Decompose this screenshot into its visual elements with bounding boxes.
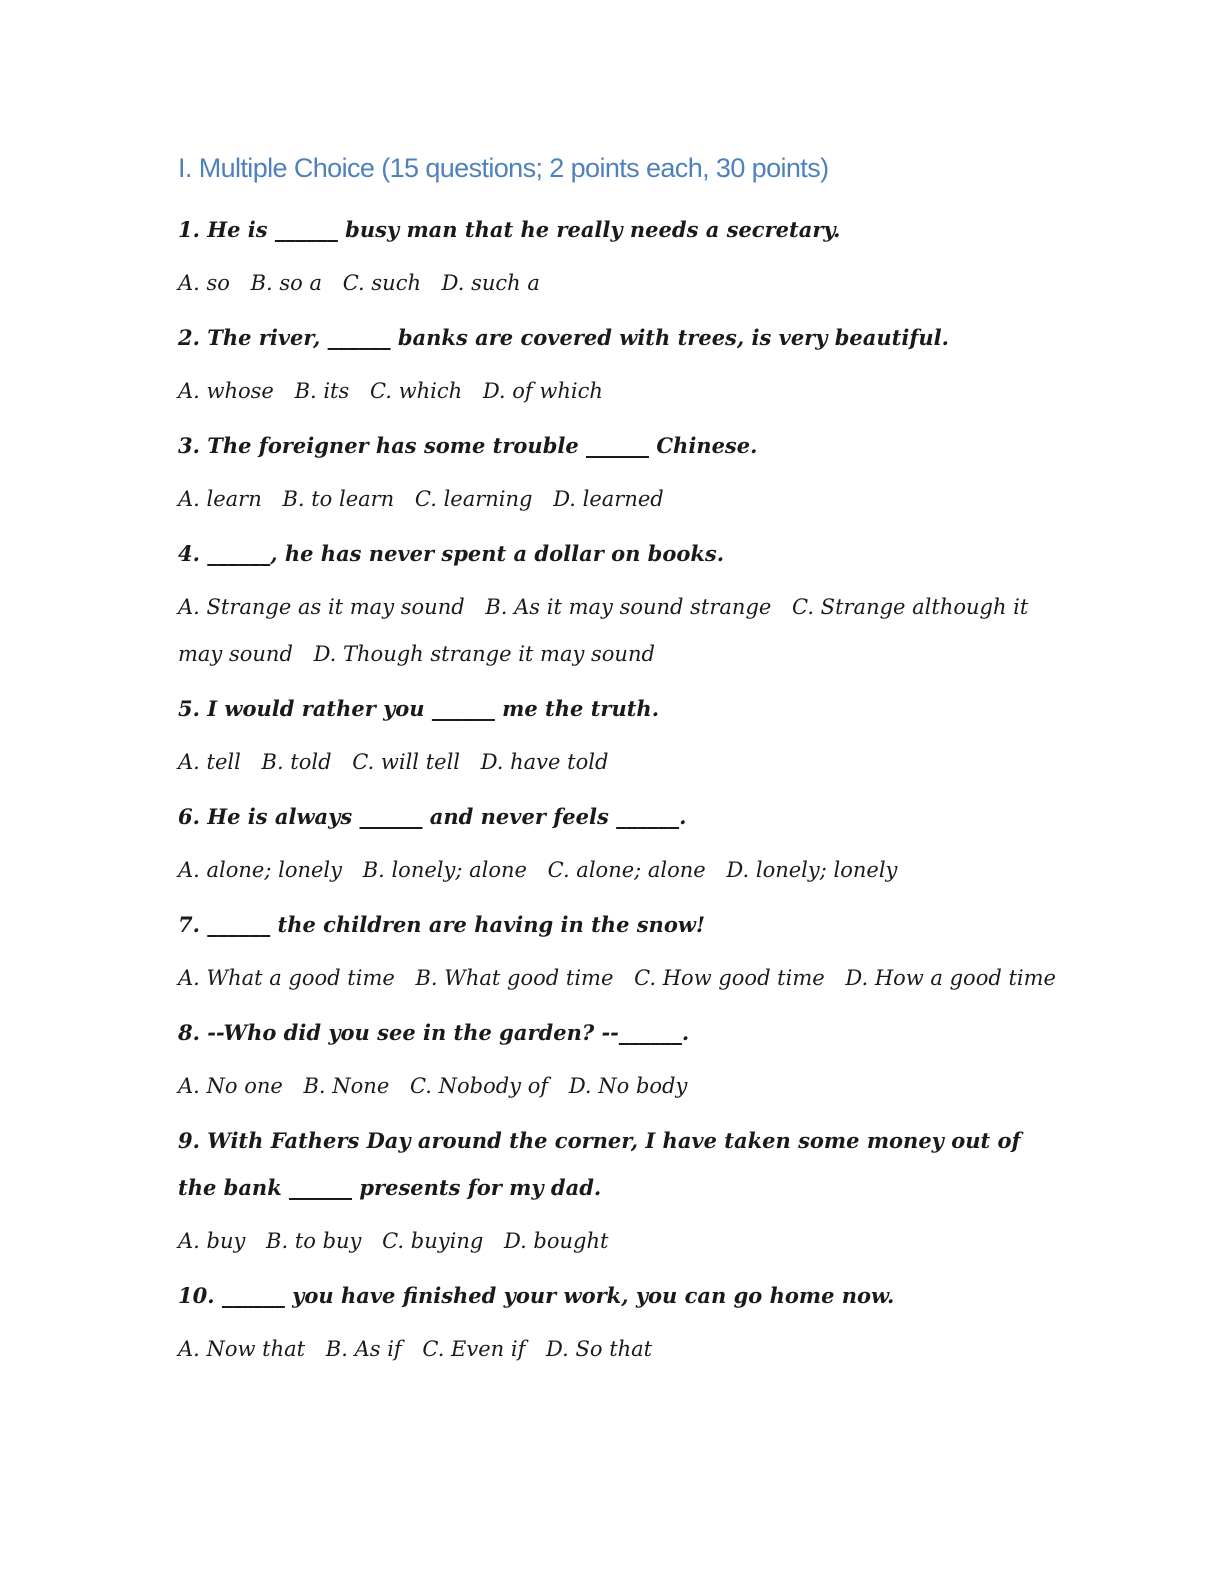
option-4b: B. As it may sound strange bbox=[485, 595, 772, 619]
option-1c: C. such bbox=[342, 271, 421, 295]
option-8b: B. None bbox=[303, 1074, 390, 1098]
question-text-9: 9. With Fathers Day around the corner, I have taken some money out of the bank ______ presents for my dad. bbox=[178, 1128, 1021, 1200]
question-text-4: 4. ______, he has never spent a dollar on books. bbox=[178, 541, 725, 566]
option-10a: A. Now that bbox=[178, 1337, 306, 1361]
option-1a: A. so bbox=[178, 271, 230, 295]
question-block-8 bbox=[178, 1009, 1058, 1110]
question-text-10: 10. ______ you have finished your work, you can go home now. bbox=[178, 1283, 895, 1308]
question-block-2 bbox=[178, 314, 1058, 415]
option-7b: B. What good time bbox=[415, 966, 614, 990]
question-block-3 bbox=[178, 422, 1058, 523]
option-2c: C. which bbox=[369, 379, 463, 403]
options-8 bbox=[178, 1063, 1058, 1110]
section-heading: I. Multiple Choice (15 questions; 2 points each, 30 points) bbox=[178, 153, 829, 183]
option-3c: C. learning bbox=[414, 487, 533, 511]
question-block-6 bbox=[178, 793, 1058, 894]
option-4d: D. Though strange it may sound bbox=[313, 642, 655, 666]
options-4 bbox=[178, 584, 1058, 678]
option-4a: A. Strange as it may sound bbox=[178, 595, 465, 619]
option-8c: C. Nobody of bbox=[409, 1074, 549, 1098]
options-2 bbox=[178, 368, 1058, 415]
option-5d: D. have told bbox=[480, 750, 609, 774]
question-text-7: 7. ______ the children are having in the snow! bbox=[178, 912, 706, 937]
option-9c: C. buying bbox=[382, 1229, 484, 1253]
option-6a: A. alone; lonely bbox=[178, 858, 342, 882]
question-block-9 bbox=[178, 1117, 1058, 1265]
options-9 bbox=[178, 1218, 1058, 1265]
option-8d: D. No body bbox=[568, 1074, 688, 1098]
option-2a: A. whose bbox=[178, 379, 274, 403]
option-10b: B. As if bbox=[325, 1337, 402, 1361]
option-7c: C. How good time bbox=[634, 966, 825, 990]
question-block-4 bbox=[178, 530, 1058, 678]
question-block-1 bbox=[178, 206, 1058, 307]
option-10d: D. So that bbox=[546, 1337, 653, 1361]
question-text-6: 6. He is always ______ and never feels ______. bbox=[178, 804, 687, 829]
option-2d: D. of which bbox=[482, 379, 603, 403]
option-6c: C. alone; alone bbox=[547, 858, 706, 882]
options-1 bbox=[178, 260, 1058, 307]
option-4c: C. Strange although it may sound bbox=[178, 595, 1029, 666]
option-7d: D. How a good time bbox=[845, 966, 1056, 990]
option-6d: D. lonely; lonely bbox=[726, 858, 898, 882]
options-3 bbox=[178, 476, 1058, 523]
question-text-2: 2. The river, ______ banks are covered with trees, is very beautiful. bbox=[178, 325, 949, 350]
option-9b: B. to buy bbox=[266, 1229, 362, 1253]
option-2b: B. its bbox=[294, 379, 350, 403]
option-1b: B. so a bbox=[250, 271, 323, 295]
options-7 bbox=[178, 955, 1058, 1002]
option-3a: A. learn bbox=[178, 487, 262, 511]
option-8a: A. No one bbox=[178, 1074, 283, 1098]
option-1d: D. such a bbox=[441, 271, 540, 295]
option-3d: D. learned bbox=[553, 487, 664, 511]
option-5b: B. told bbox=[261, 750, 332, 774]
question-block-7 bbox=[178, 901, 1058, 1002]
option-6b: B. lonely; alone bbox=[362, 858, 527, 882]
option-9a: A. buy bbox=[178, 1229, 246, 1253]
question-block-5 bbox=[178, 685, 1058, 786]
options-10 bbox=[178, 1326, 1058, 1373]
question-block-10 bbox=[178, 1272, 1058, 1373]
option-7a: A. What a good time bbox=[178, 966, 395, 990]
option-5a: A. tell bbox=[178, 750, 241, 774]
question-text-5: 5. I would rather you ______ me the truth. bbox=[178, 696, 660, 721]
document-content bbox=[178, 148, 1058, 1380]
options-5 bbox=[178, 739, 1058, 786]
question-text-3: 3. The foreigner has some trouble ______ Chinese. bbox=[178, 433, 758, 458]
question-text-8: 8. --Who did you see in the garden? --______. bbox=[178, 1020, 690, 1045]
question-text-1: 1. He is ______ busy man that he really needs a secretary. bbox=[178, 217, 841, 242]
options-6 bbox=[178, 847, 1058, 894]
option-10c: C. Even if bbox=[422, 1337, 526, 1361]
option-3b: B. to learn bbox=[282, 487, 395, 511]
option-5c: C. will tell bbox=[352, 750, 461, 774]
option-9d: D. bought bbox=[503, 1229, 609, 1253]
